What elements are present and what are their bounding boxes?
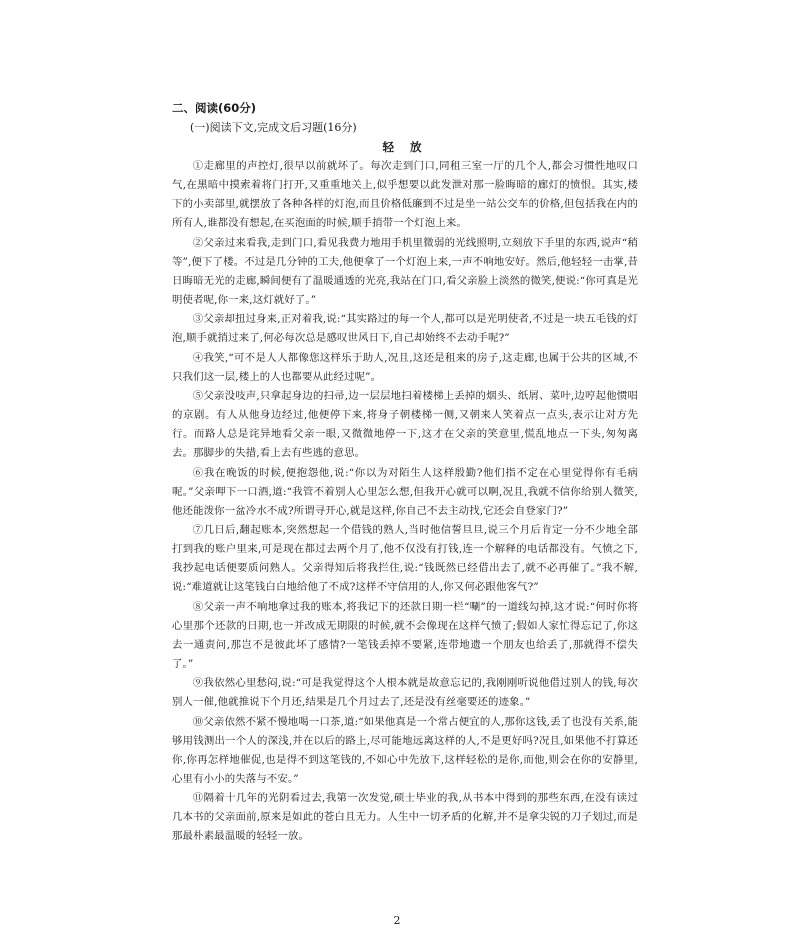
article-title: 轻 放 [382, 140, 428, 154]
paragraph-11: ⑪隔着十几年的光阴看过去,我第一次发觉,硕士毕业的我,从书本中得到的那些东西,在没有读过几本书的父亲面前,原来是如此的苍白且无力。人生中一切矛盾的化解,并不是拿尖锐的刀子划过,而是那最朴素最温暖的轻轻一放。 [172, 792, 638, 843]
paragraph-2: ②父亲过来看我,走到门口,看见我费力地用手机里微弱的光线照明,立刻放下手里的东西,说声“稍等”,便下了楼。不过是几分钟的工夫,他便拿了一个灯泡上来,一声不响地安好。然后,他轻轻一击掌,昔日晦暗无光的走廊,瞬间便有了温暖通透的光亮,我站在门口,看父亲脸上淡然的微笑,便说:“你可真是光明使者呢,你一来,这灯就好了。” [172, 236, 638, 307]
paragraph-7: ⑦几日后,翻起账本,突然想起一个借钱的熟人,当时他信誓旦旦,说三个月后肯定一分不少地全部打到我的账户里来,可是现在都过去两个月了,他不仅没有打钱,连一个解释的电话都没有。气愤之下,我抄起电话便要质问熟人。父亲得知后将我拦住,说:“钱既然已经借出去了,就不必再催了。”我不解,说:“难道就让这笔钱白白地给他了不成?这样不守信用的人,你又何必跟他客气?” [172, 523, 638, 594]
paragraph-8: ⑧父亲一声不响地拿过我的账本,将我记下的还款日期一栏“唰”的一道线勾掉,这才说:“何时你将心里那个还款的日期,也一并改成无期限的时候,就不会像现在这样气愤了;假如人家忙得忘记了,你这去一通责问,那岂不是彼此坏了感情?一笔钱丢掉不要紧,连带地遗一个朋友也给丢了,那就得不偿失了。” [172, 600, 638, 671]
paragraph-9: ⑨我依然心里愁闷,说:“可是我觉得这个人根本就是故意忘记的,我刚刚听说他借过别人的钱,每次别人一催,他就推说下个月还,结果是几个月过去了,还是没有丝毫要还的迹象。” [172, 677, 638, 709]
section-title: 二、阅读(60分) [172, 101, 257, 115]
reading-section [172, 98, 638, 847]
page-number: 2 [393, 914, 401, 927]
paragraph-1: ①走廊里的声控灯,很早以前就坏了。每次走到门口,同租三室一厅的几个人,都会习惯性地叹口气,在黑暗中摸索着将门打开,又重重地关上,似乎想要以此发泄对那一脸晦暗的廊灯的愤恨。其实,楼下的小卖部里,就摆放了各种各样的灯泡,而且价格低廉到不过是坐一站公交车的价格,但包括我在内的所有人,谁都没有想起,在买泡面的时候,顺手捎带一个灯泡上来。 [172, 160, 638, 230]
paragraph-4: ④我笑,“可不是人人都像您这样乐于助人,况且,这还是租来的房子,这走廊,也属于公共的区域,不只我们这一层,楼上的人也都要从此经过呢”。 [172, 351, 638, 383]
section-subtitle: (一)阅读下文,完成文后习题(16分) [190, 121, 357, 134]
paragraph-3: ③父亲却扭过身来,正对着我,说:“其实路过的每一个人,都可以是光明使者,不过是一块五毛钱的灯泡,顺手就捎过来了,何必每次总是感叹世风日下,自己却始终不去动手呢?” [172, 313, 638, 345]
paragraph-6: ⑥我在晚饭的时候,便抱怨他,说:“你以为对陌生人这样殷勤?他们指不定在心里觉得你有毛病呢。”父亲呷下一口酒,道:“我管不着别人心里怎么想,但我开心就可以啊,况且,我就不信你给别人微笑,他还能泼你一盆冷水不成?所谓寻开心,就是这样,你自己不去主动找,它还会自登家门?” [172, 466, 638, 517]
paragraph-10: ⑩父亲依然不紧不慢地喝一口茶,道:“如果他真是一个常占便宜的人,那你这钱,丢了也没有关系,能够用钱测出一个人的深浅,并在以后的路上,尽可能地远离这样的人,不是更好吗?况且,如果他不打算还你,你再怎样地催促,也是得不到这笔钱的,不如心中先放下,这样轻松的是你,而他,则会在你的安静里,心里有小小的失落与不安。” [172, 715, 638, 785]
paragraph-5: ⑤父亲没吱声,只拿起身边的扫帚,边一层层地扫着楼梯上丢掉的烟头、纸屑、菜叶,边哼起他惯唱的京剧。有人从他身边经过,他便停下来,将身子朝楼梯一侧,又朝来人笑着点一点头,表示让对方先行。而路人总是诧异地看父亲一眼,又微微地停一下,这才在父亲的笑意里,慌乱地点一下头,匆匆离去。那脚步的失措,看上去有些逃的意思。 [172, 389, 638, 460]
